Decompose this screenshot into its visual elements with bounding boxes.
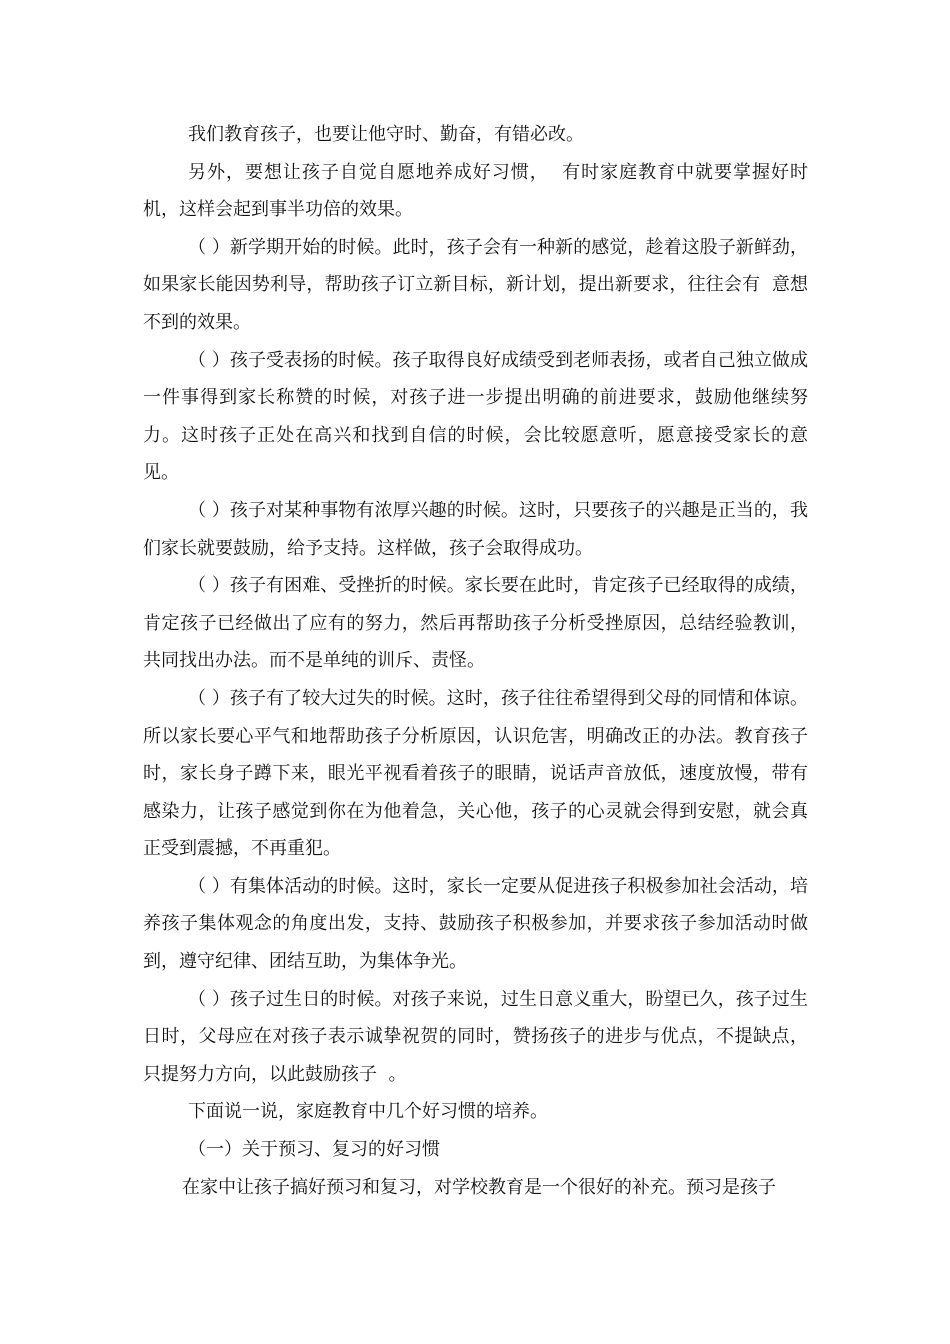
paragraph: （ ）孩子对某种事物有浓厚兴趣的时候。这时，只要孩子的兴趣是正当的，我们家长就要鼓励，给予支持。这样做，孩子会取得成功。 xyxy=(143,499,808,559)
paragraph: 在家中让孩子搞好预习和复习，对学校教育是一个很好的补充。预习是孩子 xyxy=(182,1176,776,1198)
document-body xyxy=(143,116,808,1206)
paragraph: （ ）新学期开始的时候。此时，孩子会有一种新的感觉，趁着这股子新鲜劲，如果家长能因势利导，帮助孩子订立新目标，新计划，提出新要求，往往会有 意想不到的效果。 xyxy=(143,236,808,333)
paragraph: 我们教育孩子，也要让他守时、勤奋，有错必改。 xyxy=(188,124,584,145)
paragraph: 另外，要想让孩子自觉自愿地养成好习惯， 有时家庭教育中就要掌握好时机，这样会起到事半功倍的效果。 xyxy=(143,161,808,221)
paragraph: （ ）孩子过生日的时候。对孩子来说，过生日意义重大，盼望已久，孩子过生日时，父母应在对孩子表示诚挚祝贺的同时，赞扬孩子的进步与优点，不提缺点，只提努力方向，以此鼓励孩子 。 xyxy=(143,988,808,1085)
paragraph: （ ）孩子有困难、受挫折的时候。家长要在此时，肯定孩子已经取得的成绩，肯定孩子已经做出了应有的努力，然后再帮助孩子分析受挫原因，总结经验教训，共同找出办法。而不是单纯的训斥、责怪。 xyxy=(143,575,808,672)
paragraph: （ ）孩子受表扬的时候。孩子取得良好成绩受到老师表扬，或者自己独立做成一件事得到家长称赞的时候，对孩子进一步提出明确的前进要求，鼓励他继续努力。这时孩子正处在高兴和找到自信的时候，会比较愿意听，愿意接受家长的意见。 xyxy=(143,349,808,484)
section-heading: （一）关于预习、复习的好习惯 xyxy=(188,1139,440,1161)
paragraph: （ ）有集体活动的时候。这时，家长一定要从促进孩子积极参加社会活动，培养孩子集体观念的角度出发，支持、鼓励孩子积极参加，并要求孩子参加活动时做到，遵守纪律、团结互助，为集体争光。 xyxy=(143,875,808,973)
paragraph: （ ）孩子有了较大过失的时候。这时，孩子往往希望得到父母的同情和体谅。所以家长要心平气和地帮助孩子分析原因，认识危害，明确改正的办法。教育孩子时，家长身子蹲下来，眼光平视看着孩子的眼睛，说话声音放低，速度放慢，带有感染力，让孩子感觉到你在为他着急，关心他，孩子的心灵就会得到安慰，就会真正受到震撼，不再重犯。 xyxy=(143,687,808,860)
paragraph: 下面说一说，家庭教育中几个好习惯的培养。 xyxy=(188,1101,548,1123)
